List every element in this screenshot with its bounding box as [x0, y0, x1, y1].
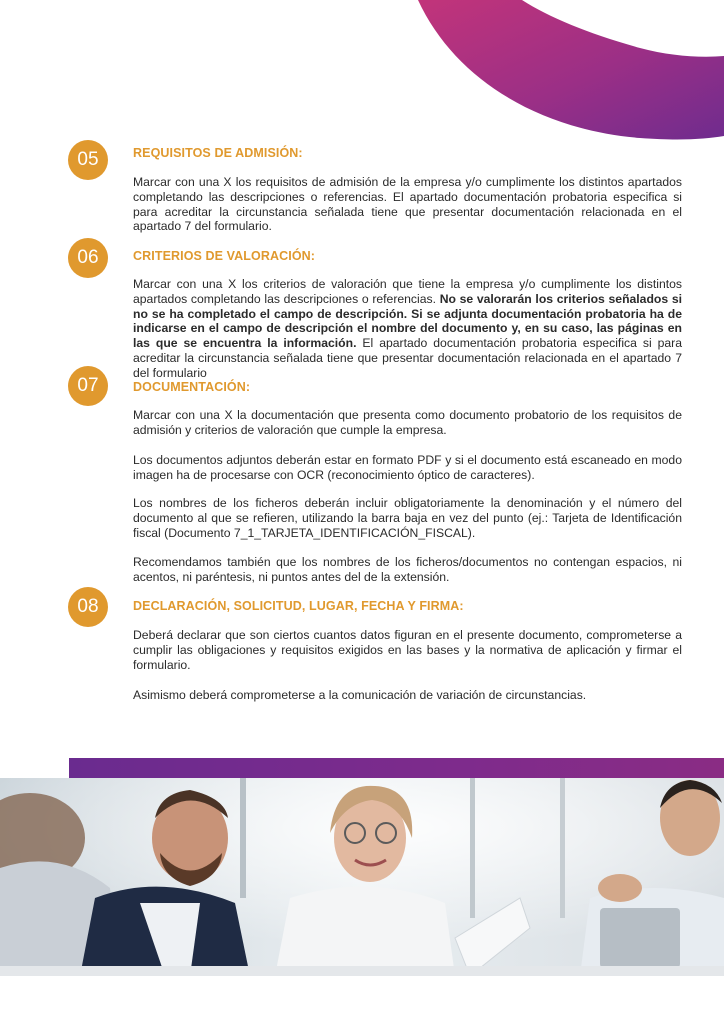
paragraph-text: El apartado documentación probatoria especifica si para acreditar la circunstancia señalada tiene que presentar documentación relacionada en el apartado 7 del formulario — [133, 336, 682, 380]
section-title: CRITERIOS DE VALORACIÓN: — [133, 249, 316, 263]
section-title: DECLARACIÓN, SOLICITUD, LUGAR, FECHA Y FIRMA: — [133, 599, 464, 613]
section-number-badge: 05 — [68, 140, 108, 180]
section-paragraph: Marcar con una X la documentación que presenta como documento probatorio de los requisitos de admisión y criterios de valoración que cumple la empresa. — [133, 408, 682, 437]
section-paragraph: Asimismo deberá comprometerse a la comunicación de variación de circunstancias. — [133, 688, 587, 702]
section-paragraph: Los nombres de los ficheros deberán incluir obligatoriamente la denominación y el número del documento al que se refieren, utilizando la barra baja en vez del punto (ej.: Tarjeta de Identificación fiscal (Documento 7_1_TARJETA_IDENTIFICACIÓN_FISCAL). — [133, 496, 682, 540]
section-title: REQUISITOS DE ADMISIÓN: — [133, 146, 303, 160]
section-paragraph: Recomendamos también que los nombres de los ficheros/documentos no contengan espacios, ni acentos, ni paréntesis, ni puntos antes del de la extensión. — [133, 555, 682, 584]
paragraph-bold-text: No se valorarán los criterios señalados si no se ha completado el campo de descripción. Si se adjunta documentación probatoria ha de indicarse en el campo de descripción el nombre del documento y, en su caso, las páginas en las que se encuentra la información. — [133, 291, 682, 351]
purple-band — [69, 758, 724, 778]
office-meeting-photo — [0, 778, 724, 976]
paragraph-text: Marcar con una X los criterios de valoración que tiene la empresa y/o cumplimente los distintos apartados completando las descripciones o referencias. — [133, 277, 682, 306]
section-title: DOCUMENTACIÓN: — [133, 380, 251, 394]
decorative-arc — [0, 0, 724, 150]
section-paragraph: Deberá declarar que son ciertos cuantos datos figuran en el presente documento, comprometerse a cumplir las obligaciones y requisitos exigidos en las bases y la normativa de aplicación y firmar el formulario. — [133, 628, 682, 672]
section-paragraph: Los documentos adjuntos deberán estar en formato PDF y si el documento está escaneado en modo imagen ha de procesarse con OCR (reconocimiento óptico de caracteres). — [133, 453, 682, 482]
section-number-badge: 07 — [68, 366, 108, 406]
section-paragraph: Marcar con una X los requisitos de admisión de la empresa y/o cumplimente los distintos apartados completando las descripciones o referencias. El apartado documentación probatoria especifica si para acreditar la circunstancia señalada tiene que presentar documentación relacionada en el apartado 7 del formulario. — [133, 175, 682, 234]
section-number-badge: 06 — [68, 238, 108, 278]
section-paragraph — [133, 277, 682, 381]
section-number-badge: 08 — [68, 587, 108, 627]
